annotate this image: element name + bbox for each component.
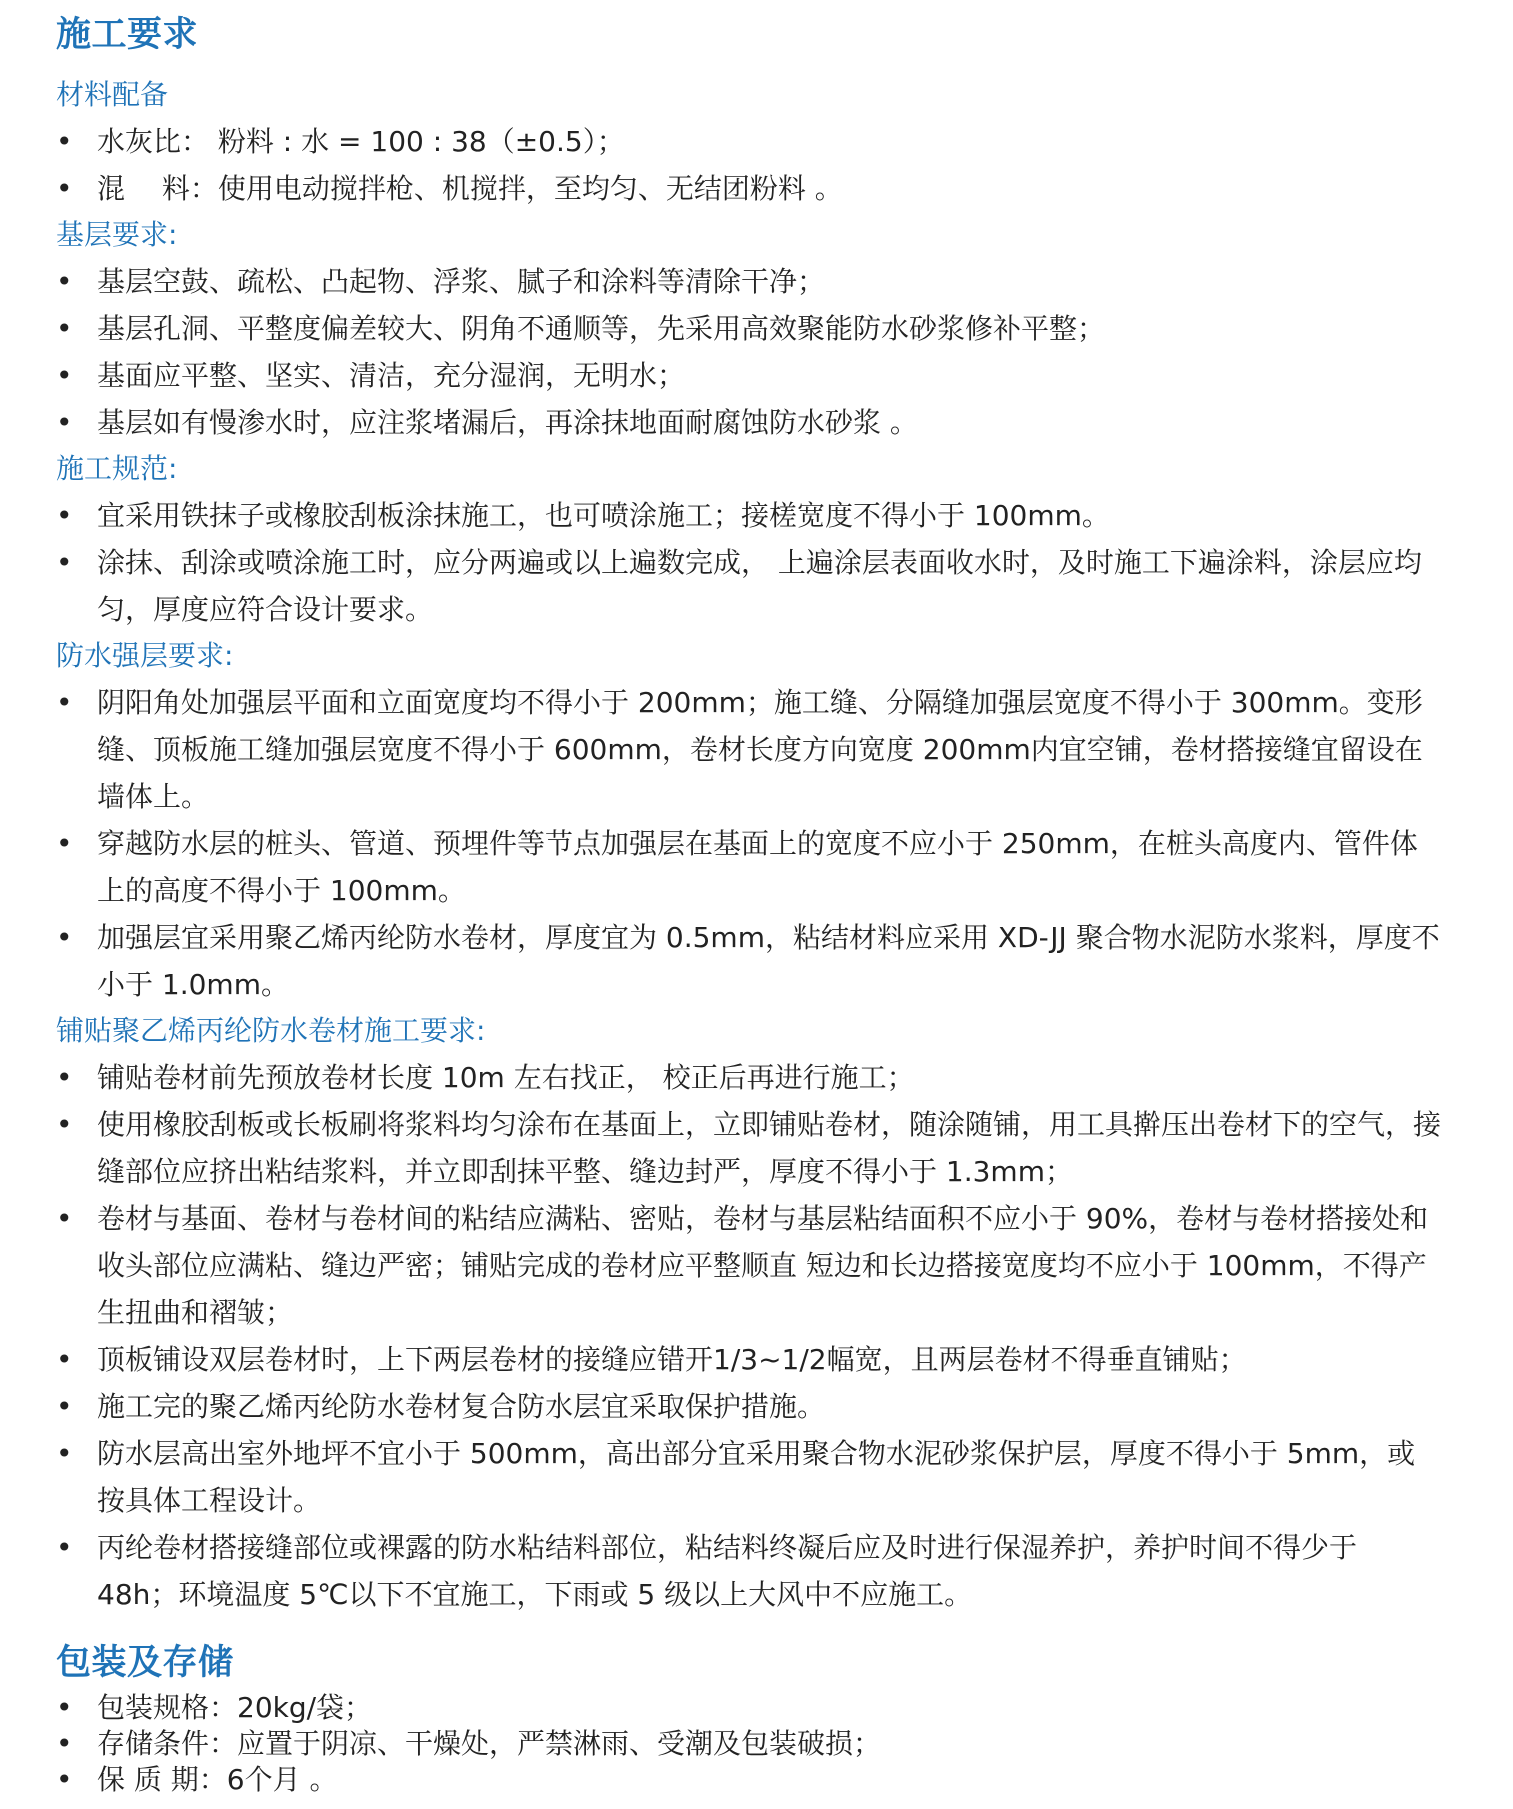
list-item-text: 基层空鼓、疏松、凸起物、浮浆、腻子和涂料等清除干净； bbox=[97, 265, 826, 298]
section-list bbox=[56, 118, 1443, 212]
list-item bbox=[56, 1524, 1443, 1618]
list-item bbox=[56, 118, 1443, 165]
list-item-text: 基层如有慢渗水时，应注浆堵漏后，再涂抹地面耐腐蚀防水砂浆 。 bbox=[97, 406, 918, 439]
list-item bbox=[56, 914, 1443, 1008]
list-item bbox=[56, 165, 1443, 212]
bullet-icon: • bbox=[56, 312, 73, 345]
list-item bbox=[56, 1430, 1443, 1524]
bullet-icon: • bbox=[56, 1202, 73, 1235]
bullet-icon: • bbox=[56, 1691, 73, 1724]
bullet-icon: • bbox=[56, 1108, 73, 1141]
section-heading: 基层要求: bbox=[56, 218, 178, 251]
list-item-text: 铺贴卷材前先预放卷材长度 10m 左右找正， 校正后再进行施工； bbox=[97, 1061, 915, 1094]
list-item bbox=[56, 305, 1443, 352]
packaging-list bbox=[56, 1690, 1443, 1798]
bullet-icon: • bbox=[56, 1343, 73, 1376]
section-heading: 防水强层要求: bbox=[56, 639, 234, 672]
bullet-icon: • bbox=[56, 125, 73, 158]
list-item-text: 防水层高出室外地坪不宜小于 500mm，高出部分宜采用聚合物水泥砂浆保护层，厚度不得小于 5mm，或按具体工程设计。 bbox=[97, 1437, 1416, 1517]
list-item-text: 阴阳角处加强层平面和立面宽度均不得小于 200mm；施工缝、分隔缝加强层宽度不得小于 300mm。变形缝、顶板施工缝加强层宽度不得小于 600mm，卷材长度方向宽度 200mm内宜空铺，卷材搭接缝宜留设在墙体上。 bbox=[97, 686, 1423, 813]
section-list bbox=[56, 679, 1443, 1008]
section-list bbox=[56, 258, 1443, 446]
list-item-text: 丙纶卷材搭接缝部位或裸露的防水粘结料部位，粘结料终凝后应及时进行保湿养护，养护时间不得少于 48h；环境温度 5℃以下不宜施工，下雨或 5 级以上大风中不应施工。 bbox=[97, 1531, 1358, 1611]
list-item bbox=[56, 399, 1443, 446]
bullet-icon: • bbox=[56, 921, 73, 954]
packaging-item bbox=[56, 1726, 1443, 1762]
list-item-text: 穿越防水层的桩头、管道、预埋件等节点加强层在基面上的宽度不应小于 250mm，在桩头高度内、管件体上的高度不得小于 100mm。 bbox=[97, 827, 1418, 907]
bullet-icon: • bbox=[56, 499, 73, 532]
list-item-text: 使用橡胶刮板或长板刷将浆料均匀涂布在基面上，立即铺贴卷材，随涂随铺，用工具擀压出卷材下的空气，接缝部位应挤出粘结浆料，并立即刮抹平整、缝边封严，厚度不得小于 1.3mm； bbox=[97, 1108, 1442, 1188]
packaging-item bbox=[56, 1762, 1443, 1798]
list-item bbox=[56, 679, 1443, 820]
section-list bbox=[56, 492, 1443, 633]
bullet-icon: • bbox=[56, 1763, 73, 1796]
list-item-text: 混 料：使用电动搅拌枪、机搅拌，至均匀、无结团粉料 。 bbox=[97, 172, 843, 205]
bullet-icon: • bbox=[56, 172, 73, 205]
list-item bbox=[56, 352, 1443, 399]
section-list bbox=[56, 1054, 1443, 1618]
construction-sections bbox=[56, 72, 1443, 1618]
bullet-icon: • bbox=[56, 546, 73, 579]
bullet-icon: • bbox=[56, 1437, 73, 1470]
list-item bbox=[56, 1336, 1443, 1383]
list-item-text: 基层孔洞、平整度偏差较大、阴角不通顺等，先采用高效聚能防水砂浆修补平整； bbox=[97, 312, 1106, 345]
list-item bbox=[56, 820, 1443, 914]
list-item bbox=[56, 539, 1443, 633]
list-item-text: 存储条件：应置于阴凉、干燥处，严禁淋雨、受潮及包装破损； bbox=[97, 1727, 882, 1760]
bullet-icon: • bbox=[56, 1061, 73, 1094]
list-item-text: 宜采用铁抹子或橡胶刮板涂抹施工，也可喷涂施工；接槎宽度不得小于 100mm。 bbox=[97, 499, 1110, 532]
list-item-text: 顶板铺设双层卷材时，上下两层卷材的接缝应错开1/3~1/2幅宽，且两层卷材不得垂直铺贴； bbox=[97, 1343, 1247, 1376]
list-item bbox=[56, 258, 1443, 305]
section-heading: 铺贴聚乙烯丙纶防水卷材施工要求: bbox=[56, 1014, 486, 1047]
list-item bbox=[56, 492, 1443, 539]
bullet-icon: • bbox=[56, 686, 73, 719]
bullet-icon: • bbox=[56, 1531, 73, 1564]
list-item-text: 水灰比： 粉料 : 水 = 100 : 38（±0.5）； bbox=[97, 125, 625, 158]
list-item-text: 包装规格：20kg/袋； bbox=[97, 1691, 373, 1724]
list-item-text: 涂抹、刮涂或喷涂施工时，应分两遍或以上遍数完成， 上遍涂层表面收水时，及时施工下遍涂料，涂层应均匀，厚度应符合设计要求。 bbox=[97, 546, 1422, 626]
bullet-icon: • bbox=[56, 1390, 73, 1423]
bullet-icon: • bbox=[56, 406, 73, 439]
list-item bbox=[56, 1195, 1443, 1336]
list-item bbox=[56, 1383, 1443, 1430]
construction-title: 施工要求 bbox=[56, 15, 199, 55]
list-item-text: 加强层宜采用聚乙烯丙纶防水卷材，厚度宜为 0.5mm，粘结材料应采用 XD-JJ 聚合物水泥防水浆料，厚度不小于 1.0mm。 bbox=[97, 921, 1440, 1001]
bullet-icon: • bbox=[56, 265, 73, 298]
list-item bbox=[56, 1054, 1443, 1101]
bullet-icon: • bbox=[56, 1727, 73, 1760]
list-item-text: 基面应平整、坚实、清洁，充分湿润，无明水； bbox=[97, 359, 686, 392]
list-item-text: 施工完的聚乙烯丙纶防水卷材复合防水层宜采取保护措施。 bbox=[97, 1390, 826, 1423]
packaging-title: 包装及存储 bbox=[56, 1643, 234, 1683]
list-item-text: 卷材与基面、卷材与卷材间的粘结应满粘、密贴，卷材与基层粘结面积不应小于 90%，卷材与卷材搭接处和收头部位应满粘、缝边严密；铺贴完成的卷材应平整顺直 短边和长边搭接宽度均不应小于 100mm，不得产生扭曲和褶皱； bbox=[97, 1202, 1429, 1329]
list-item bbox=[56, 1101, 1443, 1195]
bullet-icon: • bbox=[56, 827, 73, 860]
packaging-item bbox=[56, 1690, 1443, 1726]
list-item-text: 保 质 期：6个月 。 bbox=[97, 1763, 338, 1796]
section-heading: 材料配备 bbox=[56, 78, 169, 111]
bullet-icon: • bbox=[56, 359, 73, 392]
section-heading: 施工规范: bbox=[56, 452, 178, 485]
